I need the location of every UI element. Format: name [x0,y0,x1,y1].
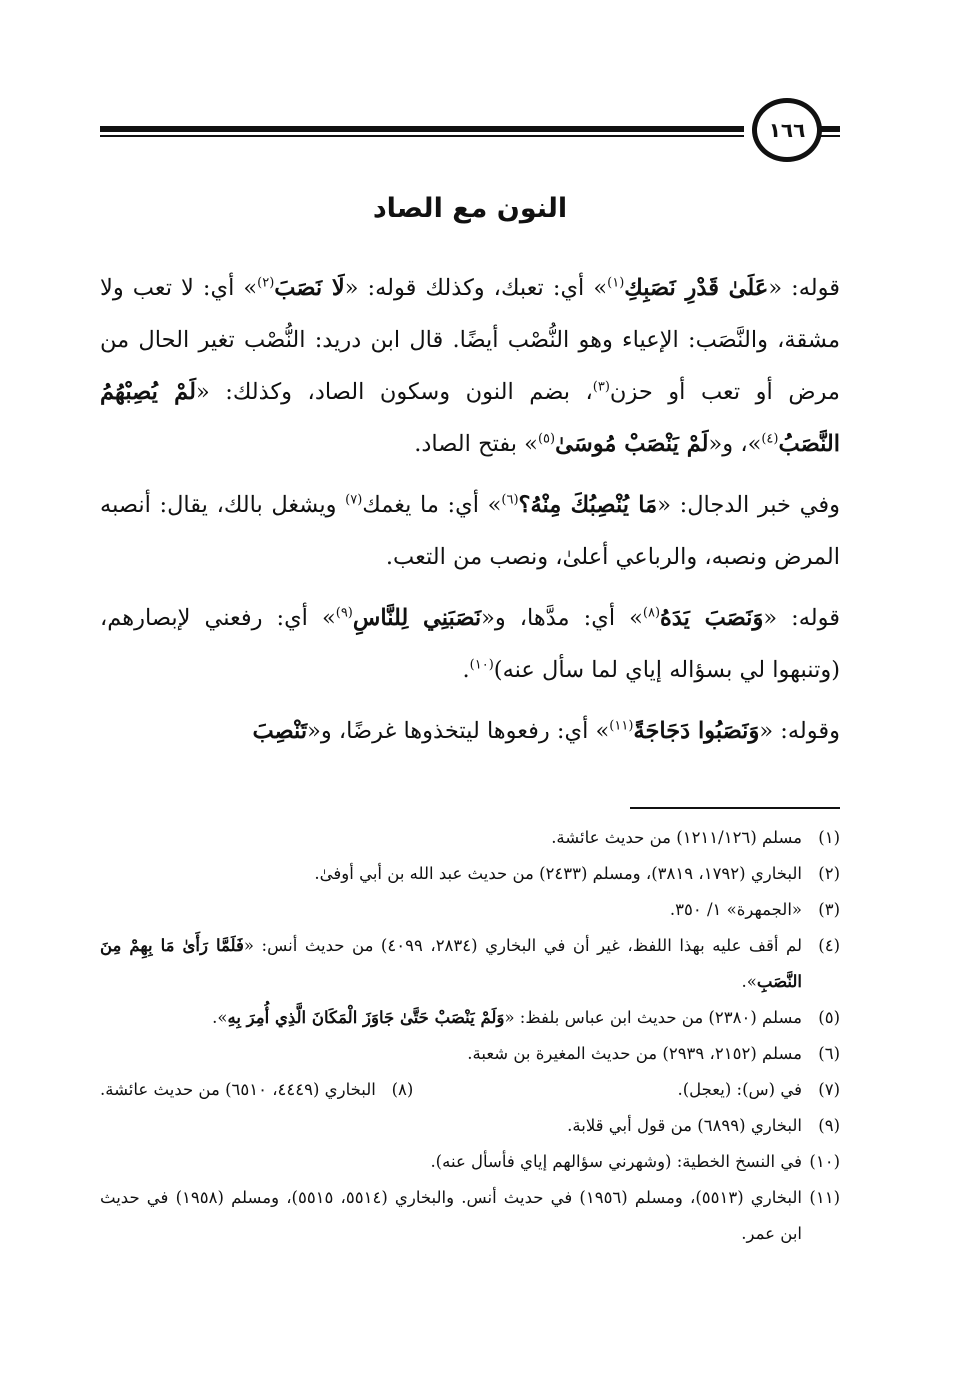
footnote [100,1036,840,1072]
quote-text: لَمْ يُصِبْهُمُ النَّصَبُ [100,379,840,457]
text-run: » أي: ما يغمك [362,492,502,518]
footnote-text-7: في (س): (يعجل). [677,1080,802,1099]
footnote-text: في النسخ الخطية: (وشهرني سؤالهم إياي فأسأل عنه). [430,1152,802,1171]
page-header [100,98,840,168]
footnote [100,892,840,928]
footnote-text-8: البخاري (٤٤٤٩، ٦٥١٠) من حديث عائشة. [100,1080,376,1099]
text-run: » أي: تعبك، وكذلك قوله: « [344,275,608,301]
footnote-text: البخاري (١٧٩٢، ٣٨١٩)، ومسلم (٢٤٣٣) من حديث عبد الله بن أبي أوفىٰ. [314,864,802,883]
quote-text: تَنْصِبَ [252,718,308,744]
footnote [100,856,840,892]
quote-text: لَمْ يَنْصَبْ مُوسَىٰ [555,431,709,457]
quote-text: لَا نَصَبَ [274,275,345,301]
quote-text: وَنَصَبَ يَدَهُ [660,605,764,631]
footnote [100,1144,840,1180]
text-run: لم أقف عليه بهذا اللفظ، غير أن في البخاري (٢٨٣٤، ٤٠٩٩) من حديث أنس: « [243,936,803,955]
footnote-number: (٦) [818,1044,840,1063]
footnote-text: البخاري (٦٨٩٩) من قول أبي قلابة. [567,1116,802,1135]
paragraph [100,592,840,696]
quote-text: عَلَىٰ قَدْرِ نَصَبِكِ [624,275,769,301]
text-run: قوله: « [768,275,841,301]
footnote [100,928,840,1000]
footnote-number: (٨) [391,1080,414,1099]
text-run: . [462,657,470,683]
text-run: مسلم (٢٣٨٠) من حديث ابن عباس بلفظ: « [504,1008,802,1027]
footnote [100,1180,840,1252]
footnote [100,820,840,856]
footnote-ref: (١١) [609,718,634,734]
section-title: النون مع الصاد [372,193,568,224]
page-number: ١٦٦ [752,98,822,162]
footnote-text: مسلم (١٢١١/١٢٦) من حديث عائشة. [551,828,802,847]
text-run: ». [212,1008,228,1027]
footnote-number: (٣) [818,900,840,919]
quote-text: وَلَمْ يَنْصَبْ حَتَّىٰ جَاوَزَ الْمَكَانَ الَّذِي أُمِرَ بِهِ [227,1008,505,1027]
text-run: » أي: مدَّها، و« [481,605,643,631]
footnote-text [100,928,802,1000]
text-run: قوله: « [763,605,840,631]
footnote-number: (٩) [818,1116,840,1135]
text-run: »، و« [708,431,762,457]
footnote-separator [630,807,840,809]
footnotes [100,820,840,1252]
paragraph [100,479,840,583]
footnote-text [100,1000,802,1036]
footnote-number: (٢) [818,864,840,883]
text-run: » أي: لا تعب ولا مشقة، والنَّصَب: الإعياء وهو النُّصْب أيضًا. قال ابن دريد: النُّصْب تغير الحال من مرض أو تعب أو حزن [100,275,840,405]
footnote-ref: (٤) [761,431,779,447]
footnote-number: (١) [818,828,840,847]
text-run: ويشغل بالك، يقال: أنصبه المرض ونصبه، والرباعي أعلىٰ، ونصب من التعب. [100,492,840,570]
text-run: وقوله: « [759,718,840,744]
header-rule-thin [100,135,744,137]
text-run: ، بضم النون وسكون الصاد، وكذلك: « [195,379,593,405]
footnote-number: (٥) [818,1008,840,1027]
footnote-ref: (٢) [257,275,275,291]
footnote-number: (١٠) [809,1152,840,1171]
footnote-ref: (٩) [335,605,353,621]
footnote-ref: (٥) [537,431,556,447]
footnote-pair [100,1072,840,1108]
footnote [100,1000,840,1036]
quote-text: نَصَبَنِي لِلنَّاسِ [352,605,482,631]
footnote-text: «الجمهرة» ١/ ٣٥٠. [669,900,802,919]
footnote-number: (٧) [818,1080,840,1099]
text-run: ». [741,972,757,991]
text-run: » أي: رفعني لإبصارهم، (وتنبهوا لي بسؤاله إياي لما سأل عنه) [100,605,840,683]
footnote [100,1108,840,1144]
footnote-ref: (١٠) [469,657,494,673]
text-run: » بفتح الصاد. [414,431,538,457]
quote-text: مَا يُنْصِبُكَ مِنْهُ؟ [518,492,658,518]
paragraph [100,262,840,470]
footnote-8 [100,1072,413,1108]
paragraph [100,705,840,757]
quote-text: فَلَمَّا رَأَىٰ مَا بِهِمْ مِنَ النَّصَبِ [100,936,802,991]
header-rule-end [820,126,840,132]
footnote-ref: (٣) [592,379,610,395]
main-text [100,262,840,766]
text-run: وفي خبر الدجال: « [657,492,840,518]
quote-text: وَنَصَبُوا دَجَاجَةً [633,718,760,744]
footnote-ref: (٨) [642,605,661,621]
footnote-ref: (٧) [345,492,363,508]
footnote-number: (١١) [809,1188,840,1207]
footnote-text: مسلم (٢١٥٢، ٢٩٣٩) من حديث المغيرة بن شعبة. [467,1044,802,1063]
footnote-text: البخاري (٥٥١٣)، ومسلم (١٩٥٦) في حديث أنس. والبخاري (٥٥١٤، ٥٥١٥)، ومسلم (١٩٥٨) في حديث ابن عمر. [100,1188,802,1243]
header-rule-end-thin [820,135,840,137]
footnote-ref: (١) [607,275,625,291]
header-rule [100,126,744,132]
footnote-number: (٤) [818,936,840,955]
footnote-text [100,1072,802,1108]
footnote-ref: (٦) [501,492,519,508]
text-run: » أي: رفعوها ليتخذوها غرضًا، و« [307,718,610,744]
